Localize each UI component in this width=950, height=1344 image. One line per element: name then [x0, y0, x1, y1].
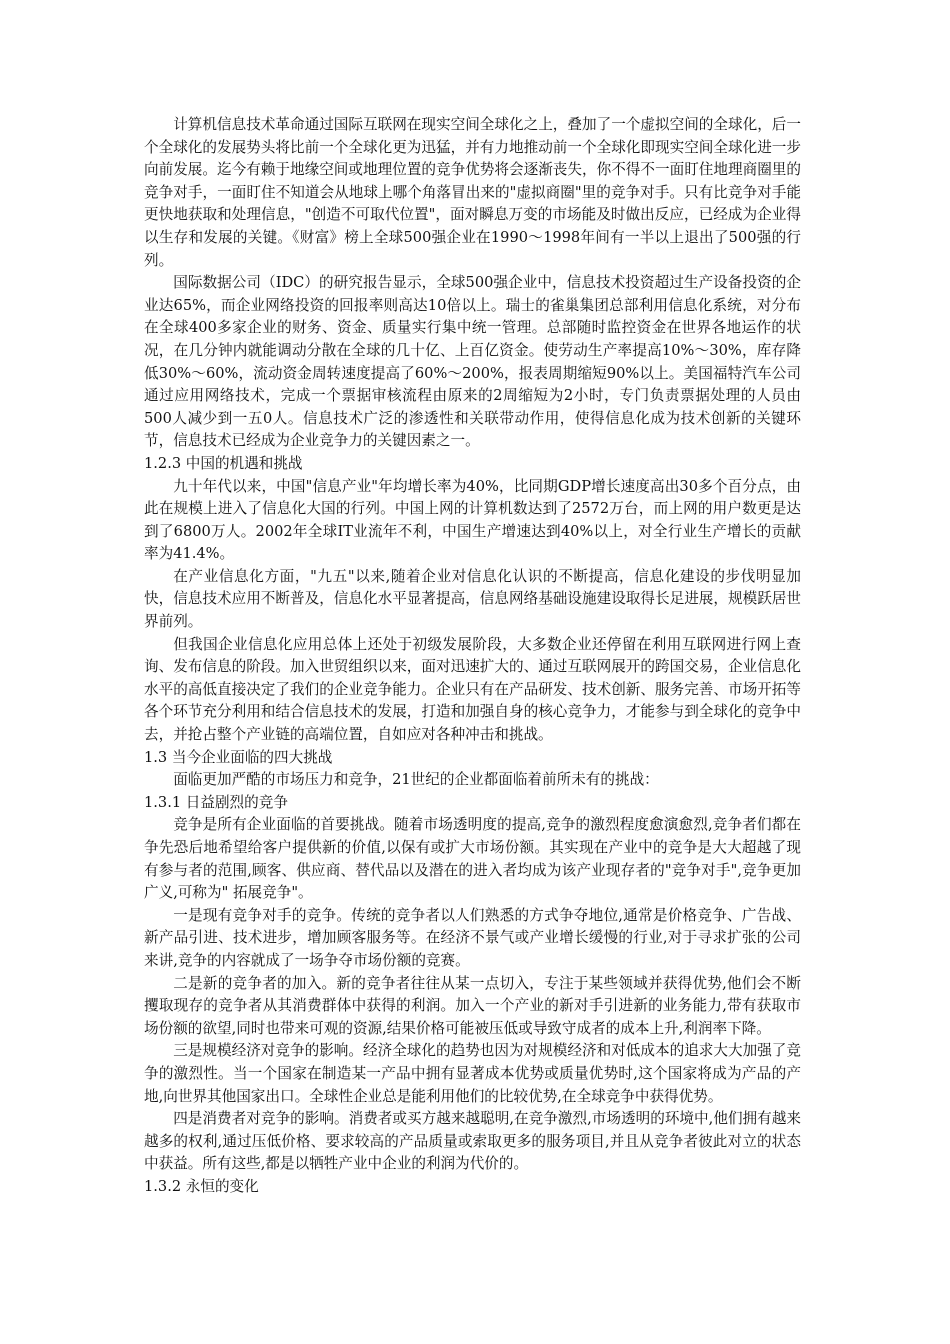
section-heading: 1.3.1 日益剧烈的竞争	[144, 793, 288, 811]
paragraph: 九十年代以来，中国"信息产业"年均增长率为40%，比同期GDP增长速度高出30多个百分点，由此在规模上进入了信息化大国的行列。中国上网的计算机数达到了2572万台，而上网的用户数更是达到了6800万人。2002年全球IT业流年不利，中国生产增速达到40%以上，对全行业生产增长的贡献率为41.4%。	[144, 477, 801, 563]
section-heading: 1.2.3 中国的机遇和挑战	[144, 454, 303, 472]
paragraph: 在产业信息化方面，"九五"以来,随着企业对信息化认识的不断提高，信息化建设的步伐明显加快，信息技术应用不断普及，信息化水平显著提高，信息网络基础设施建设取得长足进展，规模跃居世界前列。	[144, 567, 801, 631]
paragraph: 一是现有竞争对手的竞争。传统的竞争者以人们熟悉的方式争夺地位,通常是价格竞争、广告战、新产品引进、技术进步，增加顾客服务等。在经济不景气或产业增长缓慢的行业,对于寻求扩张的公司来讲,竞争的内容就成了一场争夺市场份额的竞赛。	[144, 906, 801, 969]
paragraph: 四是消费者对竞争的影响。消费者或买方越来越聪明,在竞争激烈,市场透明的环境中,他们拥有越来越多的权利,通过压低价格、要求较高的产品质量或索取更多的服务项目,并且从竞争者彼此对立的状态中获益。所有这些,都是以牺牲产业中企业的利润为代价的。	[144, 1110, 801, 1173]
paragraph: 竞争是所有企业面临的首要挑战。随着市场透明度的提高,竞争的激烈程度愈演愈烈,竞争者们都在争先恐后地希望给客户提供新的价值,以保有或扩大市场份额。其实现在产业中的竞争是大大超越了现有参与者的范围,顾客、供应商、替代品以及潜在的进入者均成为该产业现存者的"竞争对手",竞争更加广义,可称为" 拓展竞争"。	[144, 816, 801, 902]
paragraph: 二是新的竞争者的加入。新的竞争者往往从某一点切入，专注于某些领域并获得优势,他们会不断攫取现存的竞争者从其消费群体中获得的利润。加入一个产业的新对手引进新的业务能力,带有获取市场份额的欲望,同时也带来可观的资源,结果价格可能被压低或导致守成者的成本上升,利润率下降。	[144, 974, 801, 1037]
paragraph: 计算机信息技术革命通过国际互联网在现实空间全球化之上，叠加了一个虚拟空间的全球化，后一个全球化的发展势头将比前一个全球化更为迅猛，并有力地推动前一个全球化即现实空间全球化进一步向前发展。迄今有赖于地缘空间或地理位置的竞争优势将会逐渐丧失，你不得不一面盯住地理商圈里的竞争对手，一面盯住不知道会从地球上哪个角落冒出来的"虚拟商圈"里的竞争对手。只有比竞争对手能更快地获取和处理信息，"创造不可取代位置"，面对瞬息万变的市场能及时做出反应，已经成为企业得以生存和发展的关键。《财富》榜上全球500强企业在1990～1998年间有一半以上退出了500强的行列。	[144, 116, 801, 269]
paragraph: 国际数据公司（IDC）的研究报告显示，全球500强企业中，信息技术投资超过生产设备投资的企业达65%，而企业网络投资的回报率则高达10倍以上。瑞士的雀巢集团总部利用信息化系统，对分布在全球400多家企业的财务、资金、质量实行集中统一管理。总部随时监控资金在世界各地运作的状况，在几分钟内就能调动分散在全球的几十亿、上百亿资金。使劳动生产率提高10%～30%，库存降低30%～60%，流动资金周转速度提高了60%～200%，报表周期缩短90%以上。美国福特汽车公司通过应用网络技术，完成一个票据审核流程由原来的2周缩短为2小时，专门负责票据处理的人员由500人减少到一五0人。信息技术广泛的渗透性和关联带动作用，使得信息化成为技术创新的关键环节，信息技术已经成为企业竞争力的关键因素之一。	[144, 274, 801, 450]
document-page	[144, 114, 801, 1199]
paragraph: 但我国企业信息化应用总体上还处于初级发展阶段，大多数企业还停留在利用互联网进行网上查询、发布信息的阶段。加入世贸组织以来，面对迅速扩大的、通过互联网展开的跨国交易，企业信息化水平的高低直接决定了我们的企业竞争能力。企业只有在产品研发、技术创新、服务完善、市场开拓等各个环节充分利用和结合信息技术的发展，打造和加强自身的核心竞争力，才能参与到全球化的竞争中去，并抢占整个产业链的高端位置，自如应对各种冲击和挑战。	[144, 635, 801, 744]
paragraph: 面临更加严酷的市场压力和竞争，21世纪的企业都面临着前所未有的挑战：	[173, 771, 659, 789]
section-heading: 1.3.2 永恒的变化	[144, 1177, 259, 1195]
paragraph: 三是规模经济对竞争的影响。经济全球化的趋势也因为对规模经济和对低成本的追求大大加强了竞争的激烈性。当一个国家在制造某一产品中拥有显著成本优势或质量优势时,这个国家将成为产品的产地,向世界其他国家出口。全球性企业总是能利用他们的比较优势,在全球竞争中获得优势。	[144, 1042, 801, 1105]
section-heading: 1.3 当今企业面临的四大挑战	[144, 748, 333, 766]
